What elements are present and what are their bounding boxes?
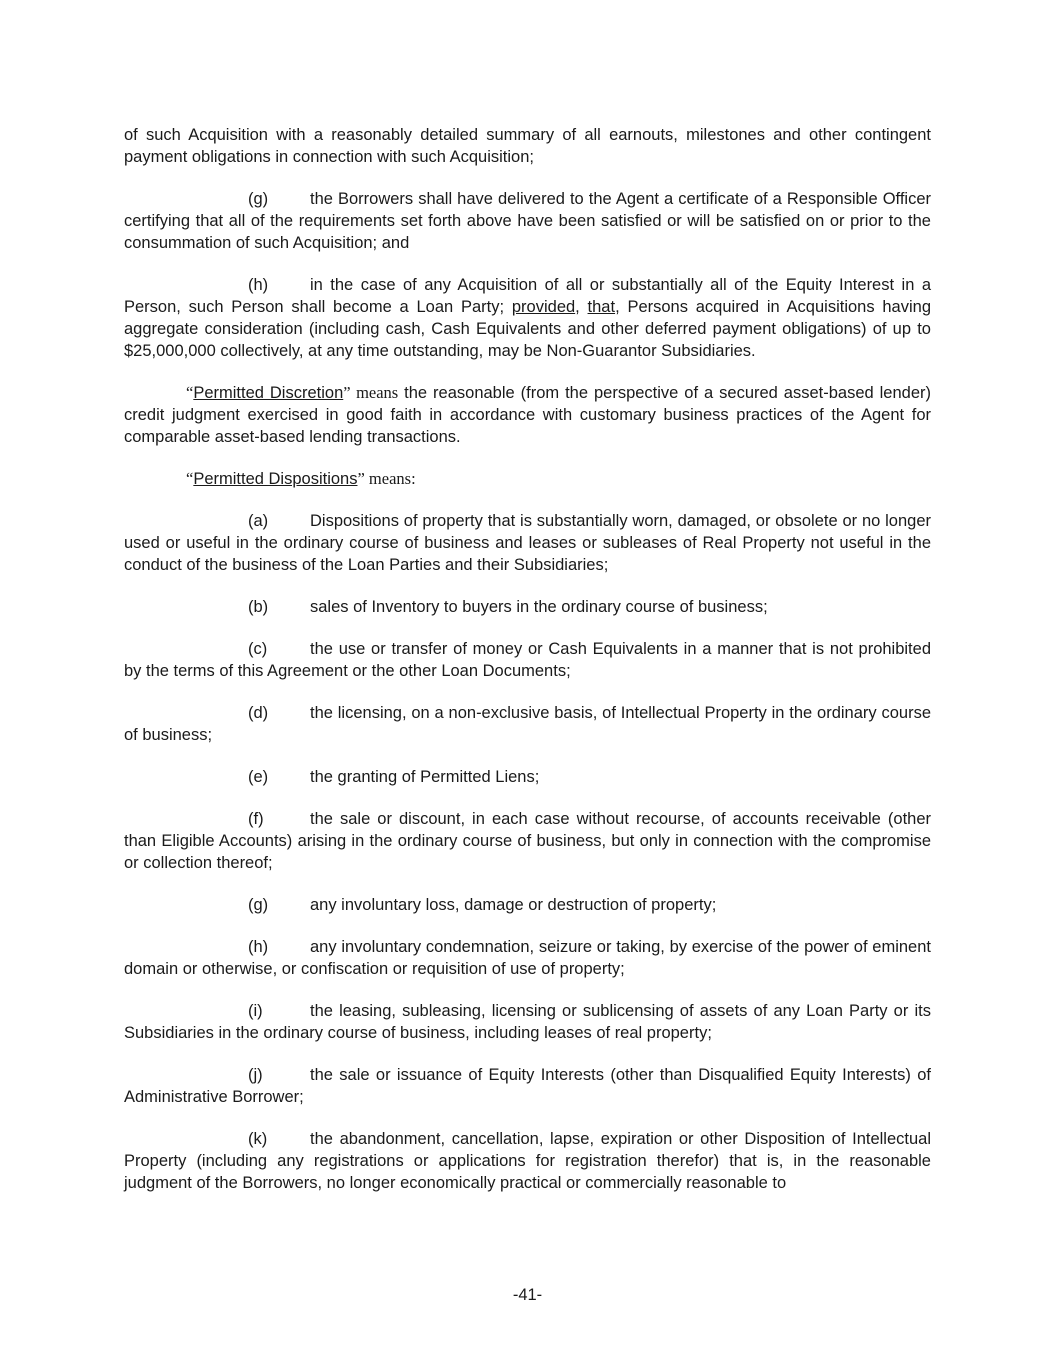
- clause-label: (b): [248, 598, 269, 616]
- clause-text: Dispositions of property that is substantially worn, damaged, or obsolete or no longer used or useful in the ordinary course of business and leases or subleases of Real Property not useful in the conduct of the business of the Loan Parties and their Subsidiaries;: [124, 512, 931, 574]
- clause-label: (k): [248, 1130, 268, 1148]
- clause-g-paragraph: [124, 188, 931, 254]
- disposition-item-k: [124, 1128, 931, 1194]
- definition-permitted-discretion: [124, 382, 931, 448]
- clause-label: (d): [248, 704, 269, 722]
- provided-term: provided: [511, 298, 576, 316]
- clause-text: in the case of any Acquisition of all or substantially all of the Equity Interest in a Person, such Person shall become a Loan Party;: [124, 276, 931, 316]
- clause-label: (f): [248, 810, 264, 828]
- clause-text: any involuntary loss, damage or destruction of property;: [310, 896, 717, 914]
- clause-text: the use or transfer of money or Cash Equivalents in a manner that is not prohibited by the terms of this Agreement or the other Loan Documents;: [124, 640, 931, 680]
- disposition-item-b: [124, 596, 931, 618]
- definition-text: the reasonable (from the perspective of a secured asset-based lender) credit judgment exercised in good faith in accordance with customary business practices of the Agent for comparable asset-based lending transactions.: [124, 384, 931, 446]
- disposition-item-i: [124, 1000, 931, 1044]
- disposition-item-j: [124, 1064, 931, 1108]
- clause-text: any involuntary condemnation, seizure or taking, by exercise of the power of eminent domain or otherwise, or confiscation or requisition of use of property;: [124, 938, 931, 978]
- that-term: that: [587, 298, 616, 316]
- clause-text-2: , Persons acquired in Acquisitions having aggregate consideration (including cash, Cash Equivalents and other deferred payment obligations) of up to $25,000,000 collectively, at any time outstanding, may be Non-Guarantor Subsidiaries.: [124, 298, 931, 360]
- clause-text: the Borrowers shall have delivered to the Agent a certificate of a Responsible Officer certifying that all of the requirements set forth above have been satisfied or will be satisfied on or prior to the consummation of such Acquisition; and: [124, 190, 931, 252]
- defined-term: Permitted Dispositions: [193, 470, 358, 488]
- clause-text: the sale or discount, in each case without recourse, of accounts receivable (other than Eligible Accounts) arising in the ordinary course of business, but only in connection with the compromise or collection thereof;: [124, 810, 931, 872]
- means-word: ” means:: [357, 469, 416, 488]
- clause-label: (g): [248, 896, 269, 914]
- clause-label: (h): [248, 938, 269, 956]
- clause-text: the sale or issuance of Equity Interests (other than Disqualified Equity Interests) of Administrative Borrower;: [124, 1066, 931, 1106]
- page-body: [124, 124, 931, 1214]
- means-word: ” means: [343, 383, 399, 402]
- clause-label: (h): [248, 276, 269, 294]
- open-quote: “: [186, 469, 194, 488]
- clause-text: sales of Inventory to buyers in the ordinary course of business;: [310, 598, 768, 616]
- disposition-item-e: [124, 766, 931, 788]
- disposition-item-c: [124, 638, 931, 682]
- clause-label: (e): [248, 768, 269, 786]
- disposition-item-a: [124, 510, 931, 576]
- separator: ,: [575, 298, 588, 316]
- disposition-item-g: [124, 894, 931, 916]
- clause-text: the leasing, subleasing, licensing or sublicensing of assets of any Loan Party or its Subsidiaries in the ordinary course of business, including leases of real property;: [124, 1002, 931, 1042]
- defined-term: Permitted Discretion: [193, 384, 344, 402]
- open-quote: “: [186, 383, 194, 402]
- intro-paragraph: of such Acquisition with a reasonably detailed summary of all earnouts, milestones and other contingent payment obligations in connection with such Acquisition;: [124, 126, 931, 166]
- clause-label: (j): [248, 1066, 263, 1084]
- definition-permitted-dispositions: [124, 468, 931, 490]
- disposition-item-d: [124, 702, 931, 746]
- disposition-item-h: [124, 936, 931, 980]
- disposition-item-f: [124, 808, 931, 874]
- clause-label: (c): [248, 640, 268, 658]
- clause-text: the granting of Permitted Liens;: [310, 768, 540, 786]
- clause-label: (a): [248, 512, 269, 530]
- clause-label: (i): [248, 1002, 263, 1020]
- clause-label: (g): [248, 190, 269, 208]
- clause-h-paragraph: [124, 274, 931, 362]
- clause-text: the licensing, on a non-exclusive basis, of Intellectual Property in the ordinary course of business;: [124, 704, 931, 744]
- page-number: -41-: [512, 1286, 543, 1304]
- clause-text: the abandonment, cancellation, lapse, expiration or other Disposition of Intellectual Property (including any registrations or applications for registration therefor) that is, in the reasonable judgment of the Borrowers, no longer economically practical or commercially reasonable to: [124, 1130, 931, 1192]
